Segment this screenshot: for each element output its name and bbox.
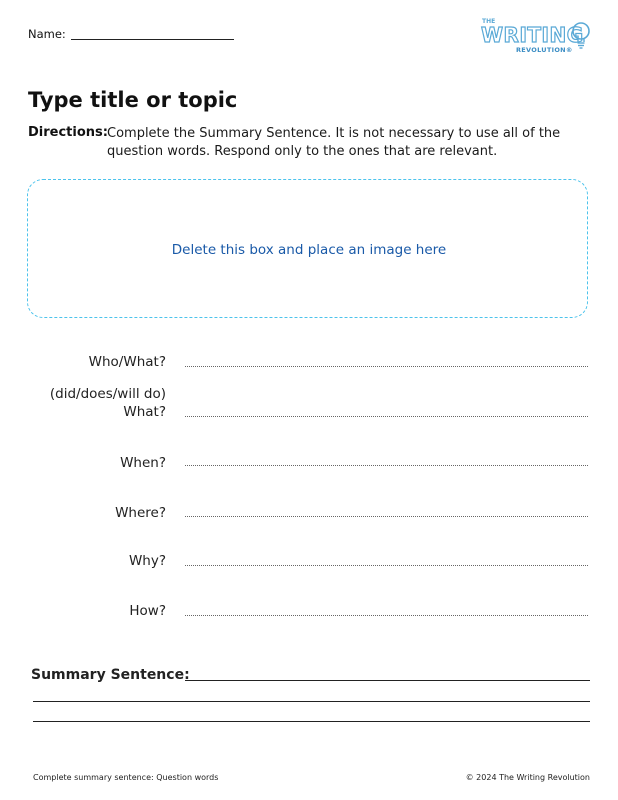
directions-label: Directions:	[28, 125, 108, 140]
answer-line-where[interactable]	[185, 516, 588, 517]
logo-text-the: THE	[482, 18, 496, 25]
question-label-who-what: Who/What?	[88, 354, 166, 370]
question-label-why: Why?	[128, 553, 166, 569]
question-label-did-does: (did/does/will do)	[49, 386, 166, 402]
summary-line-2[interactable]	[33, 701, 590, 702]
name-label: Name:	[28, 27, 66, 41]
answer-line-how[interactable]	[185, 615, 588, 616]
name-field-line[interactable]	[71, 39, 234, 40]
answer-line-what[interactable]	[185, 416, 588, 417]
logo-text-revolution: REVOLUTION®	[516, 46, 573, 54]
question-label-what: What?	[123, 404, 166, 420]
image-placeholder-text: Delete this box and place an image here	[171, 242, 447, 258]
answer-line-why[interactable]	[185, 565, 588, 566]
writing-revolution-logo	[478, 18, 592, 58]
footer-left-text: Complete summary sentence: Question words	[33, 773, 219, 782]
directions-text: Complete the Summary Sentence. It is not necessary to use all of the question words. Respond only to the ones that are relevant.	[107, 126, 561, 159]
question-label-how: How?	[129, 603, 166, 619]
logo-text-writing: WRITING	[481, 23, 584, 47]
footer-copyright: © 2024 The Writing Revolution	[465, 773, 590, 782]
question-label-where: Where?	[115, 505, 166, 521]
question-label-when: When?	[120, 455, 166, 471]
lightbulb-icon	[570, 20, 592, 50]
page-title[interactable]: Type title or topic	[28, 88, 238, 112]
summary-line-3[interactable]	[33, 721, 590, 722]
summary-line-1[interactable]	[185, 680, 590, 681]
answer-line-when[interactable]	[185, 465, 588, 466]
summary-sentence-label: Summary Sentence:	[31, 667, 190, 683]
answer-line-who-what[interactable]	[185, 366, 588, 367]
